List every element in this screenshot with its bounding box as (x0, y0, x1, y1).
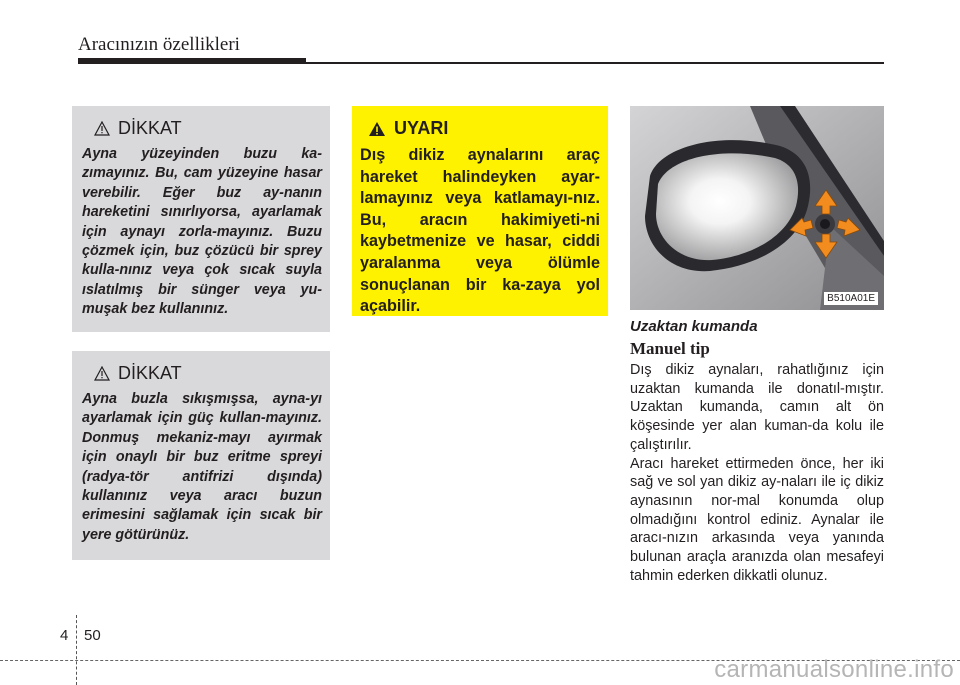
warning-heading (360, 118, 600, 139)
caution-box-frozen (72, 351, 330, 560)
figure-code: B510A01E (824, 292, 878, 305)
caution-heading (82, 363, 322, 384)
section-title: Uzaktan kumanda (630, 318, 758, 335)
footer-chapter-number: 4 (60, 627, 69, 644)
section-body (630, 361, 884, 585)
warning-text: Dış dikiz aynalarını araç hareket halindeyken ayar-lamayınız veya katlamayı-nız. Bu, aracın hakimiyeti-ni kaybetmenize ve hasar, ciddi yaralanma veya ölümle sonuçlanan bir ka-zaya yol açabilir. (360, 146, 600, 316)
warning-triangle-outline-icon (94, 366, 110, 381)
footer-page-number: 50 (84, 627, 101, 644)
body-paragraph: Dış dikiz aynaları, rahatlığınız için uzaktan kumanda ile donatıl-mıştır. Uzaktan kumanda, camın alt ön köşesinde yer alan kuman-da kolu ile çalıştırılır. (630, 362, 884, 453)
warning-heading-label: UYARI (394, 118, 449, 138)
warning-triangle-filled-icon (368, 121, 386, 137)
section-subtitle: Manuel tip (630, 339, 710, 358)
body-paragraph: Aracı hareket ettirmeden önce, her iki sağ ve sol yan dikiz ay-naları ile iç dikiz aynasının nor-mal konumda olup olmadığını kontrol ediniz. Aynalar ile aracı-nızın arkasında veya yanında bulunan araçla aranızda olan mesafeyi tahmin ederken dikkatli olunuz. (630, 455, 884, 584)
caution-box-ice (72, 106, 330, 332)
page-header-title: Aracınızın özellikleri (78, 34, 240, 55)
footer-divider (76, 615, 77, 685)
caution-heading (82, 118, 322, 139)
header-rule-thin (306, 62, 884, 64)
caution-heading-label: DİKKAT (118, 363, 182, 383)
warning-box (352, 106, 608, 316)
watermark: carmanualsonline.info (714, 656, 954, 683)
caution-heading-label: DİKKAT (118, 118, 182, 138)
warning-triangle-outline-icon (94, 121, 110, 136)
header-rule-thick (78, 58, 306, 64)
mirror-control-photo (630, 106, 884, 310)
caution-text: Ayna buzla sıkışmışsa, ayna-yı ayarlamak için güç kullan-mayınız. Donmuş mekaniz-mayı ayırmak için onaylı bir buz eritme spreyi (radya-tör antifrizi dışında) kullanınız veya aracı buzun erimesini sağlamak için sıcak bir yere götürünüz. (82, 391, 322, 543)
side-mirror-illustration (630, 106, 884, 310)
caution-text: Ayna yüzeyinden buzu ka-zımayınız. Bu, cam yüzeyine hasar verebilir. Eğer buz ay-nanın hareketini sınırlıyorsa, ayarlamak için aynayı zorla-mayınız. Buzu çözmek için, buz çözücü bir sprey kulla-nınız veya çok sıcak suyla ıslatılmış bir sünger veya yu-muşak bez kullanınız. (82, 146, 322, 318)
